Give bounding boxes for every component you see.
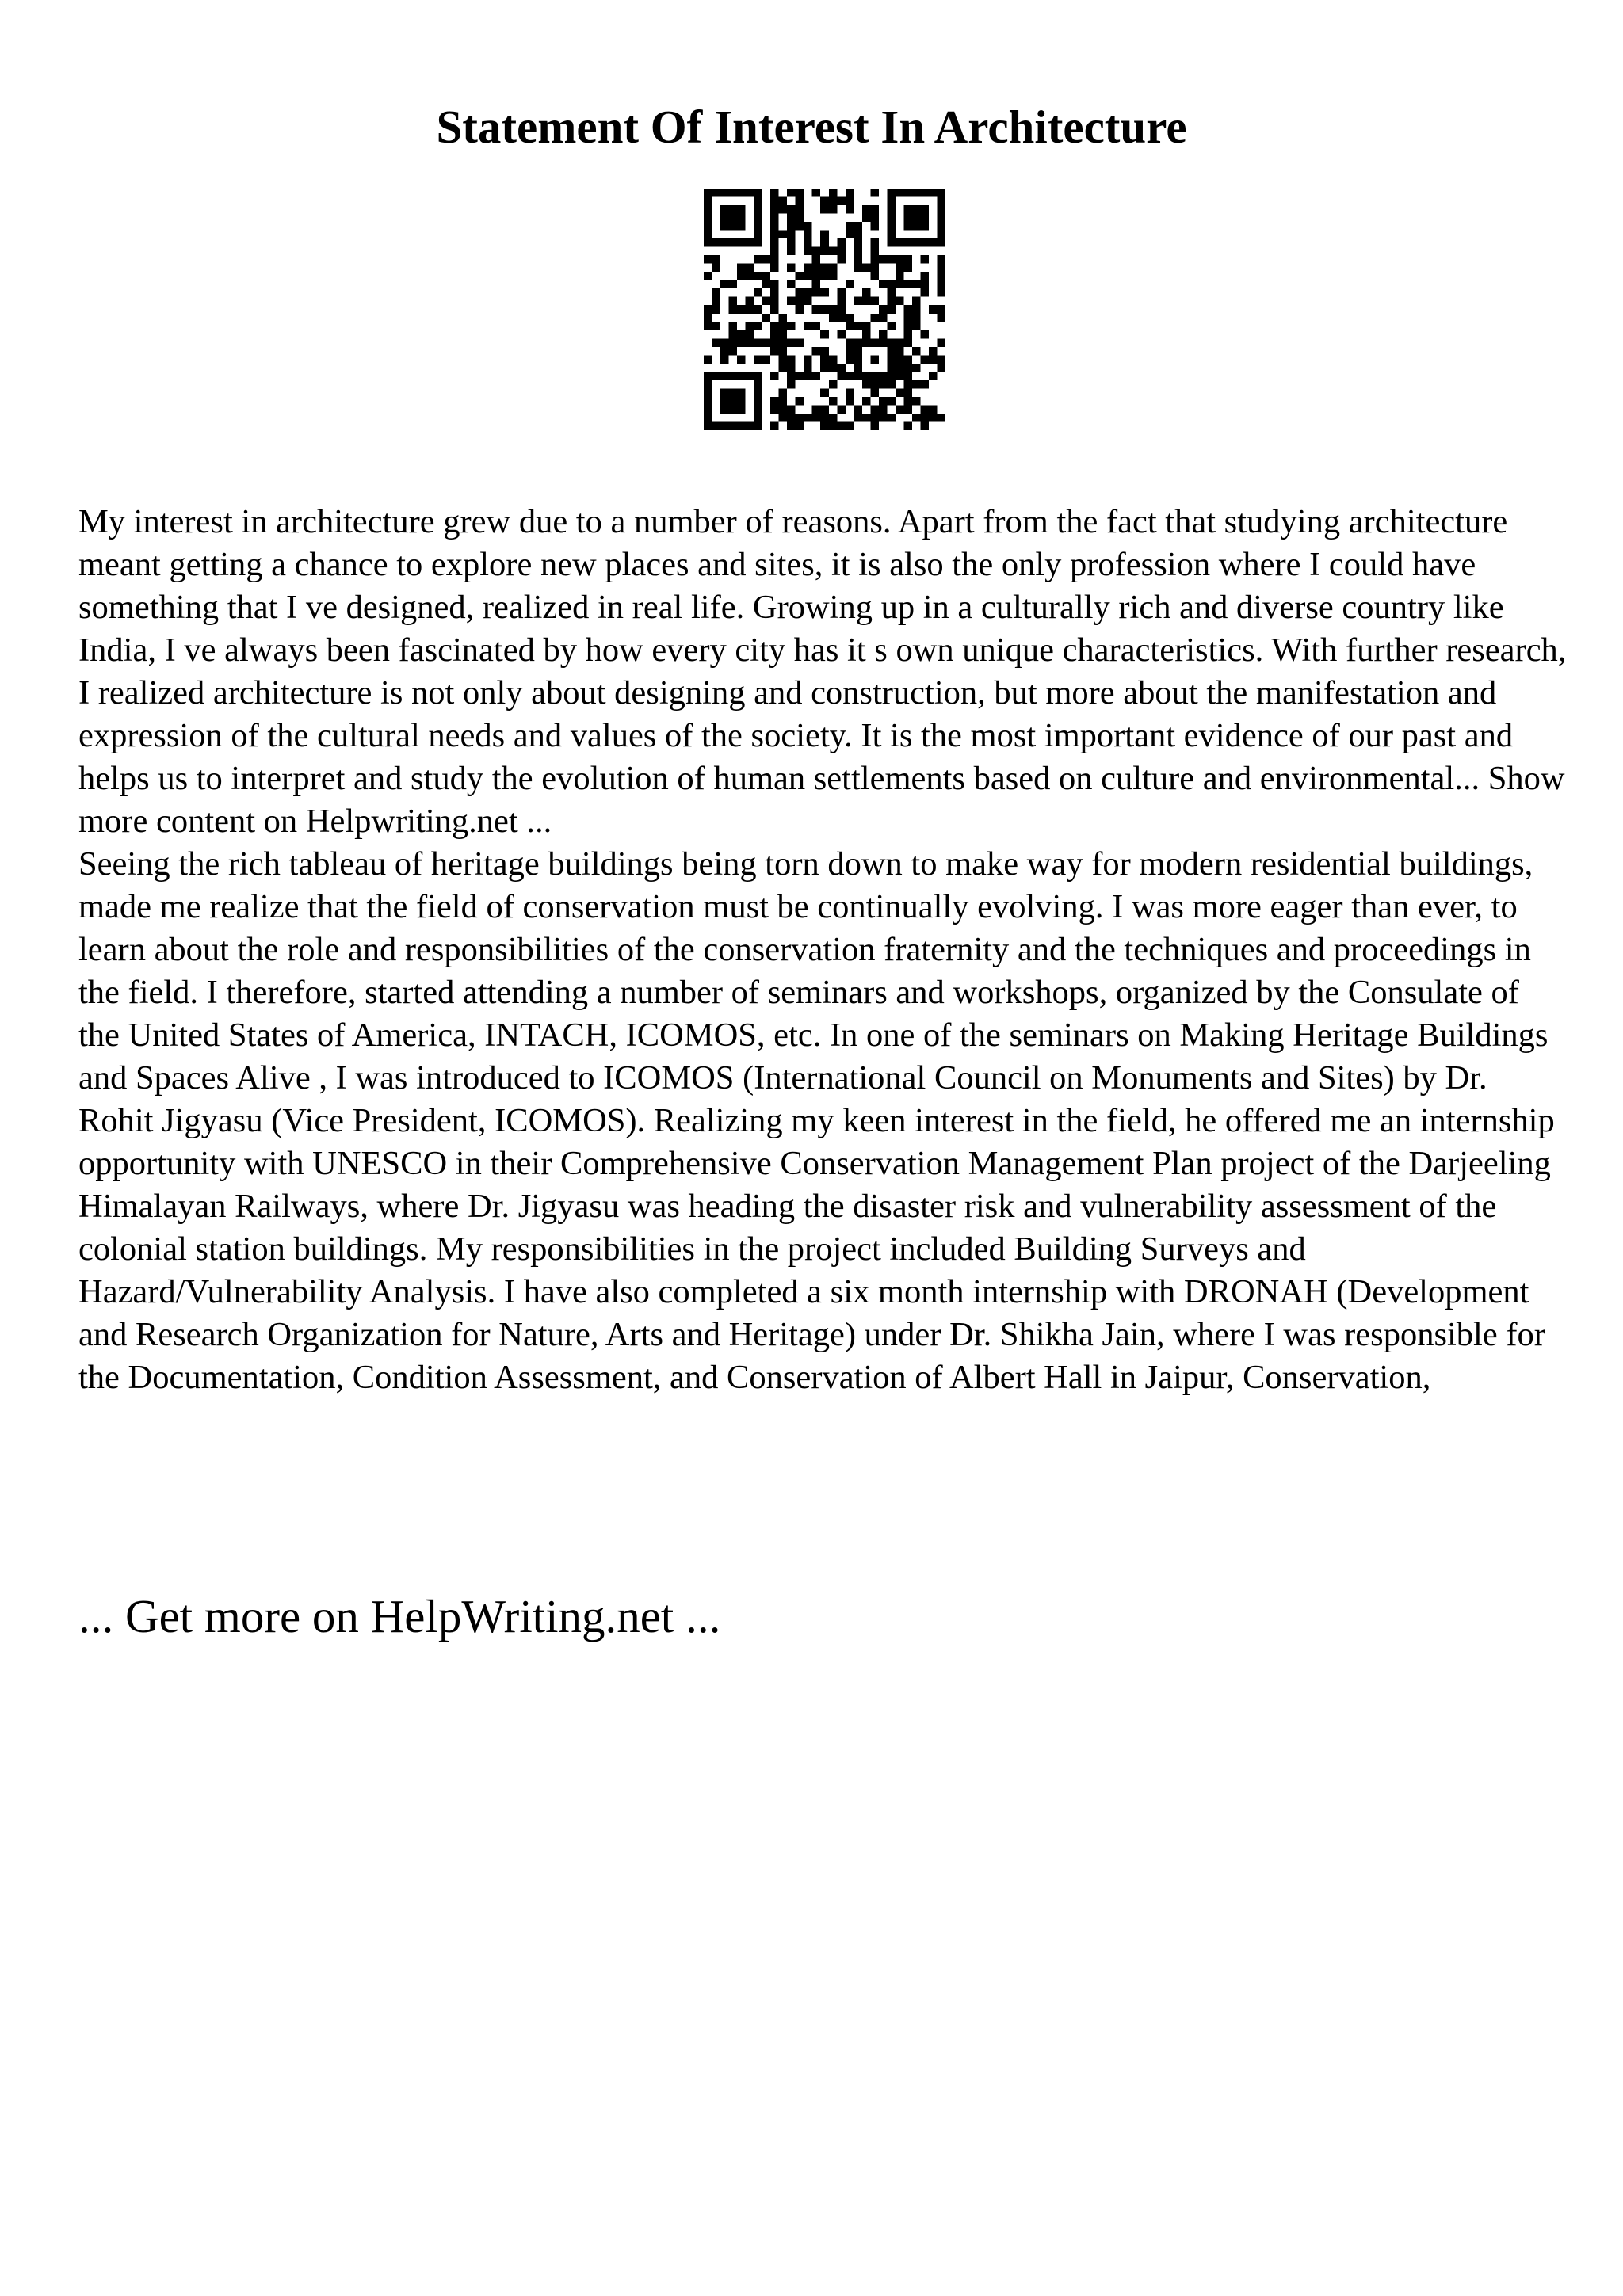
document-body (78, 501, 1568, 1399)
paragraph: Seeing the rich tableau of heritage buildings being torn down to make way for modern residential buildings, made me realize that the field of conservation must be continually evolving. I was more eager than ever, to learn about the role and responsibilities of the conservation fraternity and the techniques and proceedings in the field. I therefore, started attending a number of seminars and workshops, organized by the Consulate of the United States of America, INTACH, ICOMOS, etc. In one of the seminars on Making Heritage Buildings and Spaces Alive , I was introduced to ICOMOS (International Council on Monuments and Sites) by Dr. Rohit Jigyasu (Vice President, ICOMOS). Realizing my keen interest in the field, he offered me an internship opportunity with UNESCO in their Comprehensive Conservation Management Plan project of the Darjeeling Himalayan Railways, where Dr. Jigyasu was heading the disaster risk and vulnerability assessment of the colonial station buildings. My responsibilities in the project included Building Surveys and Hazard/Vulnerability Analysis. I have also completed a six month internship with DRONAH (Development and Research Organization for Nature, Arts and Heritage) under Dr. Shikha Jain, where I was responsible for the Documentation, Condition Assessment, and Conservation of Albert Hall in Jaipur, Conservation, (78, 845, 1555, 1396)
paragraph: My interest in architecture grew due to a number of reasons. Apart from the fact that studying architecture meant getting a chance to explore new places and sites, it is also the only profession where I could have something that I ve designed, realized in real life. Growing up in a culturally rich and diverse country like India, I ve always been fascinated by how every city has it s own unique characteristics. With further research, I realized architecture is not only about designing and construction, but more about the manifestation and expression of the cultural needs and values of the society. It is the most important evidence of our past and helps us to interpret and study the evolution of human settlements based on culture and environmental... Show more content on Helpwriting.net ... (78, 503, 1567, 840)
get-more-link[interactable]: ... Get more on HelpWriting.net ... (78, 1590, 721, 1642)
qr-code-icon (704, 189, 945, 430)
document-title: Statement Of Interest In Architecture (436, 101, 1187, 153)
